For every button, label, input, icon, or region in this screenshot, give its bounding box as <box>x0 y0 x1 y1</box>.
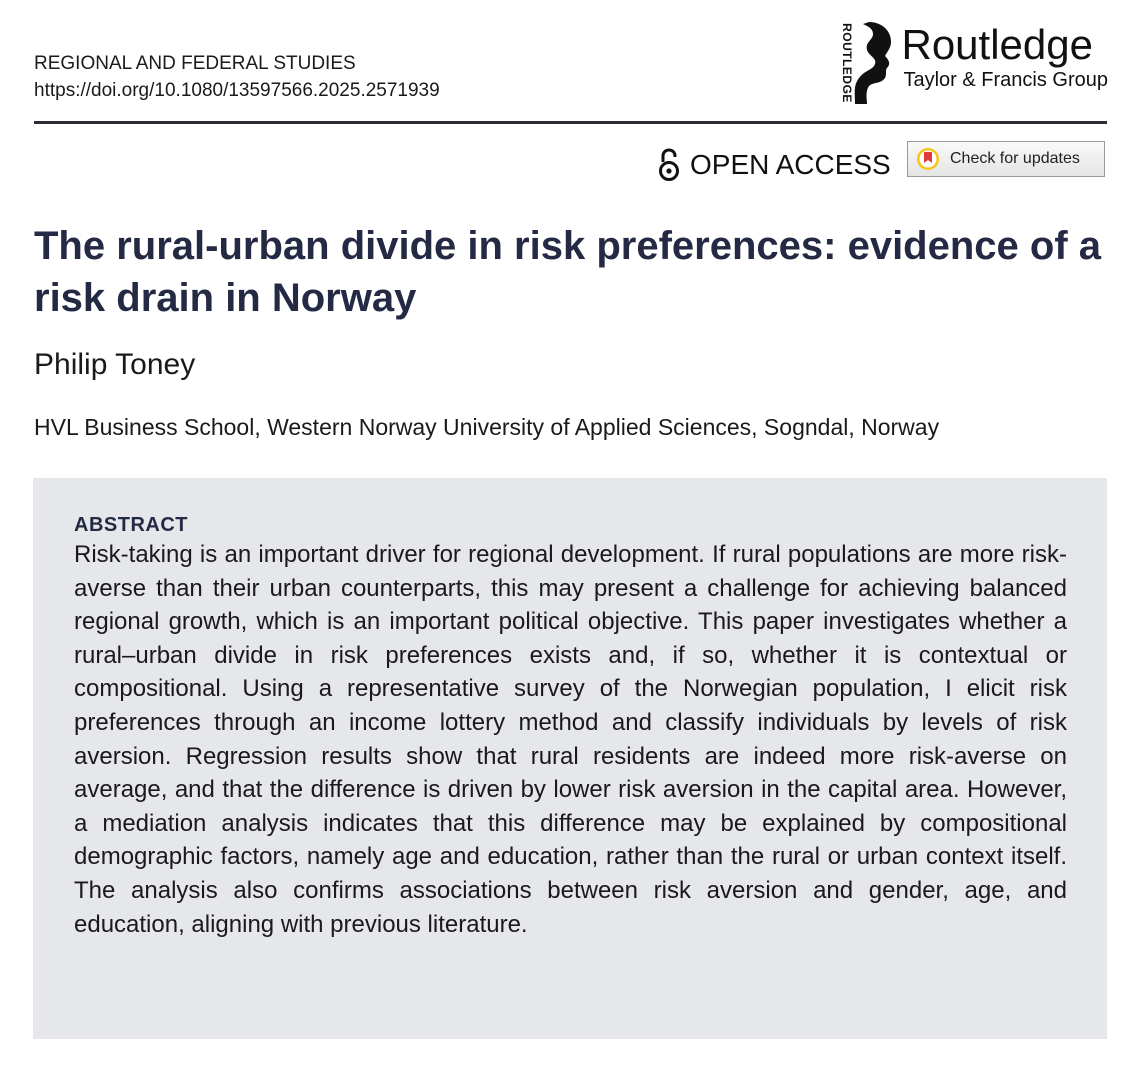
bookmark-badge-icon <box>916 147 940 171</box>
doi-link[interactable]: https://doi.org/10.1080/13597566.2025.2571939 <box>34 80 440 101</box>
author-name[interactable]: Philip Toney <box>34 348 196 381</box>
journal-header <box>34 50 440 104</box>
abstract-text: Risk-taking is an important driver for regional development. If rural populations are more risk-averse than their urban counterparts, this may present a challenge for achieving balanced regional growth, which is an important political objective. This paper investigates whether a rural–urban divide in risk preferences exists and, if so, whether it is contextual or compositional. Using a representative survey of the Norwegian population, I elicit risk preferences through an income lottery method and classify individuals by levels of risk aversion. Regression results show that rural residents are indeed more risk-averse on average, and that the difference is driven by lower risk aversion in the capital area. However, a mediation analysis indicates that this difference may be explained by compositional demographic factors, namely age and education, rather than the rural or urban context itself. The analysis also confirms associations between risk aversion and gender, age, and education, aligning with previous literature. <box>74 541 1067 938</box>
check-for-updates-label: Check for updates <box>950 150 1080 167</box>
author-affiliation: HVL Business School, Western Norway University of Applied Sciences, Sogndal, Norway <box>34 414 940 440</box>
header-divider <box>34 121 1107 124</box>
profile-silhouette-icon <box>851 20 895 104</box>
open-access-label: OPEN ACCESS <box>690 149 891 180</box>
open-access-badge <box>658 148 891 182</box>
open-lock-icon <box>658 148 680 182</box>
check-for-updates-button[interactable] <box>907 141 1105 177</box>
abstract-heading: ABSTRACT <box>74 514 188 536</box>
abstract-section <box>33 478 1107 1039</box>
publisher-group: Taylor & Francis Group <box>903 69 1108 91</box>
routledge-mark <box>833 20 895 104</box>
journal-name: REGIONAL AND FEDERAL STUDIES <box>34 53 356 74</box>
publisher-name: Routledge <box>901 21 1093 68</box>
publisher-logo <box>833 20 1108 104</box>
article-title: The rural-urban divide in risk preferences: evidence of a risk drain in Norway <box>34 224 1102 320</box>
publisher-vertical-text: ROUTLEDGE <box>840 23 855 103</box>
